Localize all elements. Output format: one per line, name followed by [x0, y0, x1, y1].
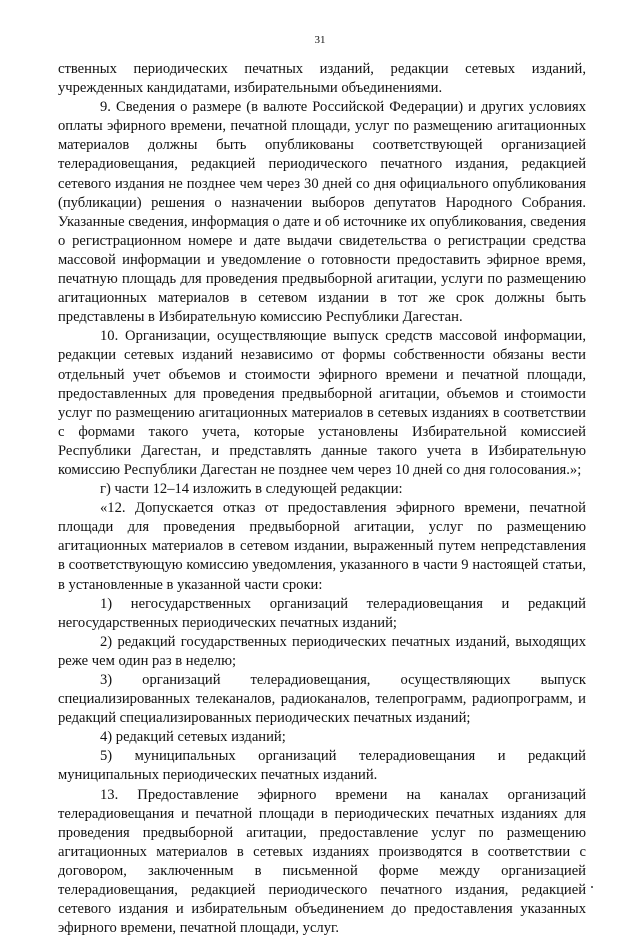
paragraph: ственных периодических печатных изданий, редакции сетевых изданий, учрежденных кандидатами, избирательными объединениями. [58, 61, 586, 97]
paragraph: 9. Сведения о размере (в валюте Российской Федерации) и других условиях оплаты эфирного времени, печатной площади, услуг по размещению агитационных материалов должны быть опубликованы соответствующей организацией телерадиовещания, редакцией периодического печатного издания, редакцией сетевого издания не позднее чем через 30 дней со дня официального опубликования (публикации) решения о назначении выборов депутатов Народного Собрания. Указанные сведения, информация о дате и об источнике их опубликования, сведения о регистрационном номере и дате выдачи свидетельства о регистрации средства массовой информации и уведомление о готовности предоставить эфирное время, печатную площадь для проведения предвыборной агитации, услуги по размещению агитационных материалов в сетевом издании в тот же срок должны быть представлены в Избирательную комиссию Республики Дагестан. [58, 99, 586, 326]
scan-speck [591, 886, 593, 888]
list-item: 5) муниципальных организаций телерадиовещания и редакций муниципальных периодических печатных изданий. [58, 748, 586, 784]
page-number: 31 [314, 34, 326, 46]
list-item: 4) редакций сетевых изданий; [100, 729, 286, 746]
list-item: 3) организаций телерадиовещания, осуществляющих выпуск специализированных телеканалов, радиоканалов, телепрограмм, радиопрограмм, и редакций специализированных периодических печатных изданий; [58, 672, 586, 727]
paragraph: 13. Предоставление эфирного времени на каналах организаций телерадиовещания и печатной площади в периодических печатных изданиях для проведения предвыборной агитации, предоставление услуг по размещению агитационных материалов в сетевых изданиях производятся в соответствии с договором, заключенным в письменной форме между организацией телерадиовещания, редакцией периодического печатного издания, редакцией сетевого издания и избирательным объединением до предоставления указанных эфирного времени, печатной площади, услуг. [58, 786, 586, 937]
list-item: 1) негосударственных организаций телерадиовещания и редакций негосударственных периодических печатных изданий; [58, 595, 586, 631]
document-body [58, 60, 586, 938]
list-item: 2) редакций государственных периодических печатных изданий, выходящих реже чем один раз в неделю; [58, 633, 586, 669]
paragraph: «12. Допускается отказ от предоставления эфирного времени, печатной площади для проведения предвыборной агитации, услуг по размещению агитационных материалов в сетевом издании, выраженный путем непредставления в соответствующую комиссию уведомления, указанного в части 9 настоящей статьи, в установленные в указанной части сроки: [58, 500, 586, 593]
paragraph: 10. Организации, осуществляющие выпуск средств массовой информации, редакции сетевых изданий независимо от формы собственности обязаны вести отдельный учет объемов и стоимости эфирного времени и печатной площади, предоставленных для проведения предвыборной агитации, объемов и стоимости услуг по размещению агитационных материалов в сетевых изданиях в соответствии с формами такого учета, которые установлены Избирательной комиссией Республики Дагестан, и представлять данные такого учета в Избирательную комиссию Республики Дагестан не позднее чем через 10 дней со дня голосования.»; [58, 328, 586, 478]
paragraph: г) части 12–14 изложить в следующей редакции: [100, 481, 403, 498]
